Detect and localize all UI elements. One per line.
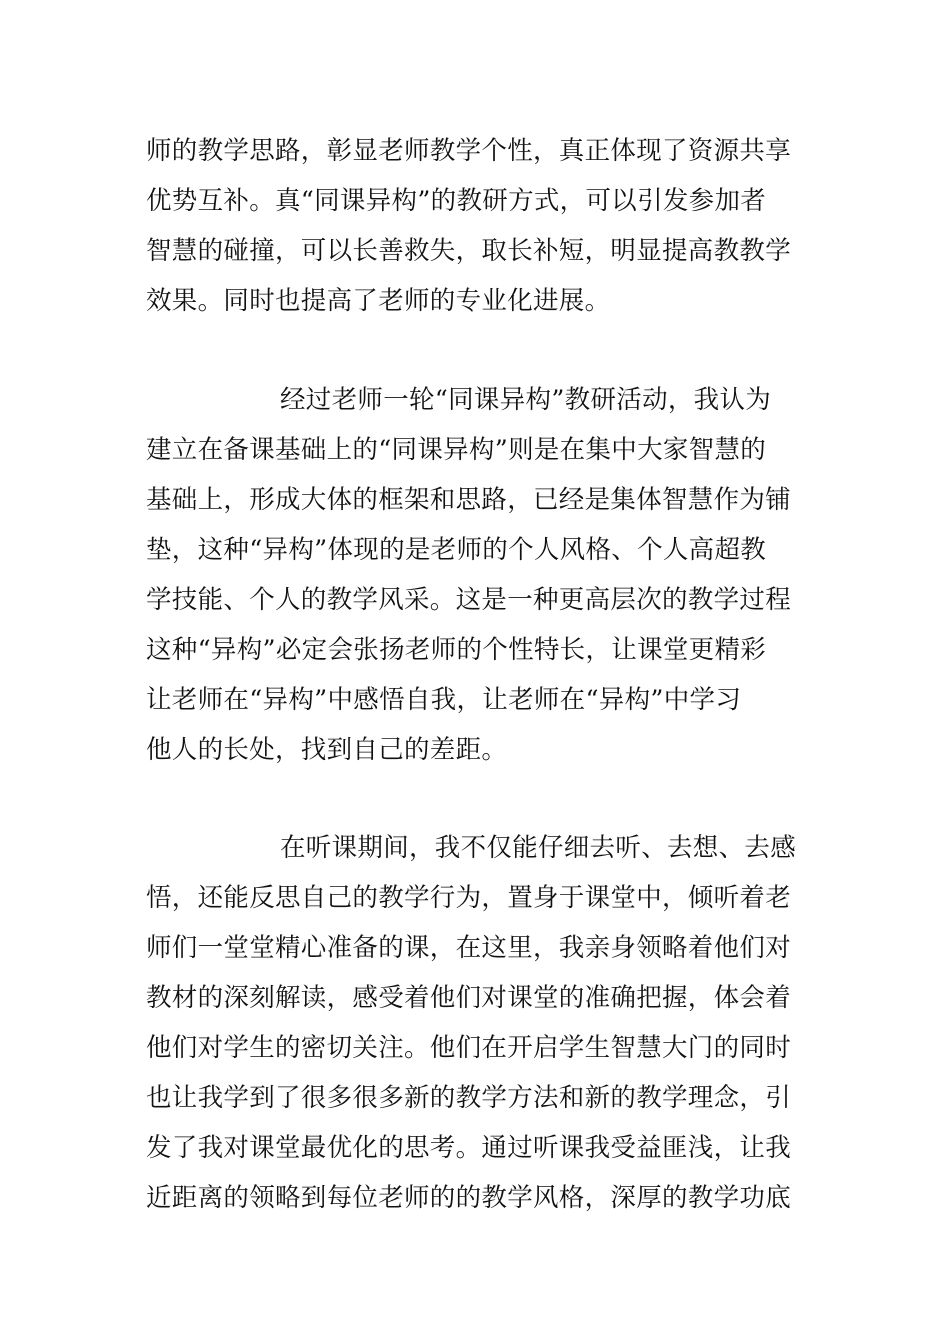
text-line: 智慧的碰撞，可以长善救失，取长补短，明显提高教教学	[146, 236, 792, 266]
paragraph-1	[146, 126, 811, 326]
text-line-indented: 经过老师一轮“同课异构”教研活动，我认为	[280, 385, 772, 415]
text-line: 近距离的领略到每位老师的的教学风格，深厚的教学功底	[146, 1183, 792, 1213]
text-line: 垫，这种“异构”体现的是老师的个人风格、个人高超教	[146, 535, 767, 565]
text-line: 优势互补。真“同课异构”的教研方式，可以引发参加者	[146, 186, 767, 216]
text-line: 教材的深刻解读，感受着他们对课堂的准确把握，体会着	[146, 983, 792, 1013]
paragraph-2	[146, 375, 811, 775]
text-line-indented: 在听课期间，我不仅能仔细去听、去想、去感	[280, 833, 797, 863]
paragraph-3	[146, 823, 811, 1223]
text-line: 这种“异构”必定会张扬老师的个性特长，让课堂更精彩	[146, 635, 767, 665]
text-line: 效果。同时也提高了老师的专业化进展。	[146, 286, 611, 316]
text-line: 悟，还能反思自己的教学行为，置身于课堂中，倾听着老	[146, 883, 792, 913]
text-line: 让老师在“异构”中感悟自我，让老师在“异构”中学习	[146, 685, 742, 715]
text-line: 基础上，形成大体的框架和思路，已经是集体智慧作为铺	[146, 485, 792, 515]
text-line: 师的教学思路，彰显老师教学个性，真正体现了资源共享	[146, 136, 792, 166]
text-line: 他人的长处，找到自己的差距。	[146, 735, 508, 765]
text-line: 师们一堂堂精心准备的课，在这里，我亲身领略着他们对	[146, 933, 792, 963]
text-line: 建立在备课基础上的“同课异构”则是在集中大家智慧的	[146, 435, 767, 465]
text-line: 学技能、个人的教学风采。这是一种更高层次的教学过程	[146, 585, 792, 615]
text-line: 发了我对课堂最优化的思考。通过听课我受益匪浅，让我	[146, 1133, 792, 1163]
text-line: 也让我学到了很多很多新的教学方法和新的教学理念，引	[146, 1083, 792, 1113]
text-line: 他们对学生的密切关注。他们在开启学生智慧大门的同时	[146, 1033, 792, 1063]
